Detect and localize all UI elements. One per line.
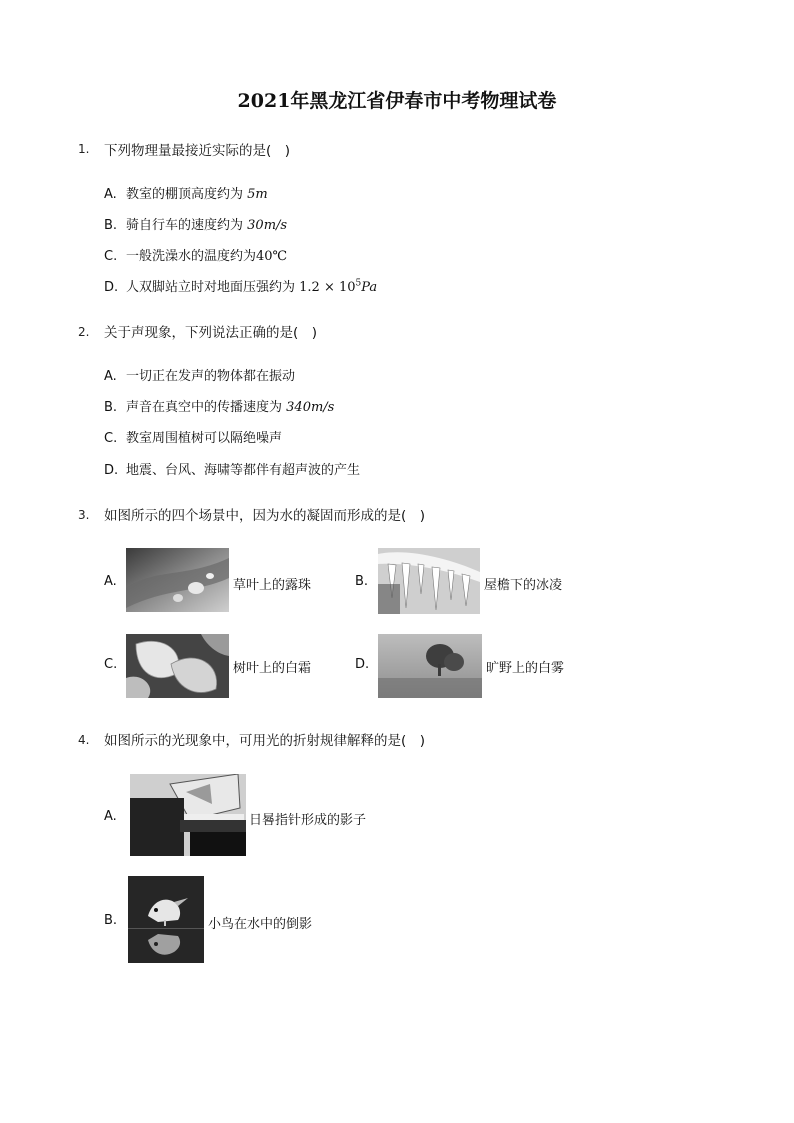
option-caption: 草叶上的露珠 — [233, 578, 312, 593]
question-stem: 如图所示的光现象中，可用光的折射规律解释的是( ) — [104, 733, 426, 749]
question-stem: 下列物理量最接近实际的是( ) — [104, 143, 291, 159]
option-text: 一般洗澡水的温度约为 — [126, 249, 257, 264]
question-stem: 关于声现象，下列说法正确的是( ) — [104, 325, 318, 341]
option-b[interactable] — [104, 396, 334, 415]
option-a[interactable] — [104, 183, 268, 202]
option-letter: D. — [104, 280, 119, 295]
option-letter: D. — [355, 657, 370, 672]
option-letter: B. — [104, 218, 118, 233]
fog-field-image — [378, 634, 482, 698]
option-d[interactable] — [104, 276, 377, 295]
option-text: 骑自行车的速度约为 — [126, 218, 244, 233]
icicles-image — [378, 548, 480, 614]
option-c[interactable] — [104, 427, 282, 446]
option-letter: B. — [104, 913, 118, 928]
option-text: 一切正在发声的物体都在振动 — [126, 369, 296, 384]
question-number: 3. — [78, 508, 90, 522]
option-caption: 旷野上的白雾 — [486, 661, 565, 676]
option-a[interactable] — [104, 365, 295, 384]
option-text: 人双脚站立时对地面压强约为 — [126, 280, 296, 295]
dew-drops-image — [126, 548, 229, 612]
question-number: 2. — [78, 325, 90, 339]
option-letter: A. — [104, 187, 117, 202]
sundial-image — [130, 774, 246, 856]
option-text: 教室周围植树可以隔绝噪声 — [126, 431, 283, 446]
option-letter: A. — [104, 574, 117, 589]
option-number: 40℃ — [256, 249, 288, 264]
option-letter: B. — [355, 574, 369, 589]
question-number: 4. — [78, 733, 90, 747]
option-math: 340m/s — [286, 400, 335, 415]
question-stem: 如图所示的四个场景中，因为水的凝固而形成的是( ) — [104, 508, 426, 524]
option-math: 5m — [247, 187, 268, 202]
option-text: 声音在真空中的传播速度为 — [126, 400, 283, 415]
option-c[interactable] — [104, 245, 287, 264]
option-caption: 日晷指针形成的影子 — [249, 813, 367, 828]
option-exponent: 5 — [355, 278, 362, 289]
frost-leaves-image — [126, 634, 229, 698]
option-caption: 屋檐下的冰凌 — [484, 578, 563, 593]
option-text: 教室的棚顶高度约为 — [126, 187, 244, 202]
option-letter: A. — [104, 809, 117, 824]
option-letter: B. — [104, 400, 118, 415]
question-number: 1. — [78, 142, 90, 156]
bird-reflection-image — [128, 876, 204, 963]
option-b[interactable] — [104, 214, 287, 233]
option-d[interactable] — [104, 459, 360, 478]
option-math: Pa — [361, 280, 378, 295]
option-caption: 树叶上的白霜 — [233, 661, 312, 676]
option-letter: A. — [104, 369, 117, 384]
option-letter: D. — [104, 463, 119, 478]
option-letter: C. — [104, 249, 118, 264]
option-caption: 小鸟在水中的倒影 — [208, 917, 313, 932]
option-math: 30m/s — [247, 218, 288, 233]
option-letter: C. — [104, 431, 118, 446]
option-letter: C. — [104, 657, 118, 672]
option-number: 1.2 × 10 — [299, 280, 356, 295]
option-text: 地震、台风、海啸等都伴有超声波的产生 — [126, 463, 361, 478]
page-title: 2021年黑龙江省伊春市中考物理试卷 — [237, 90, 557, 112]
